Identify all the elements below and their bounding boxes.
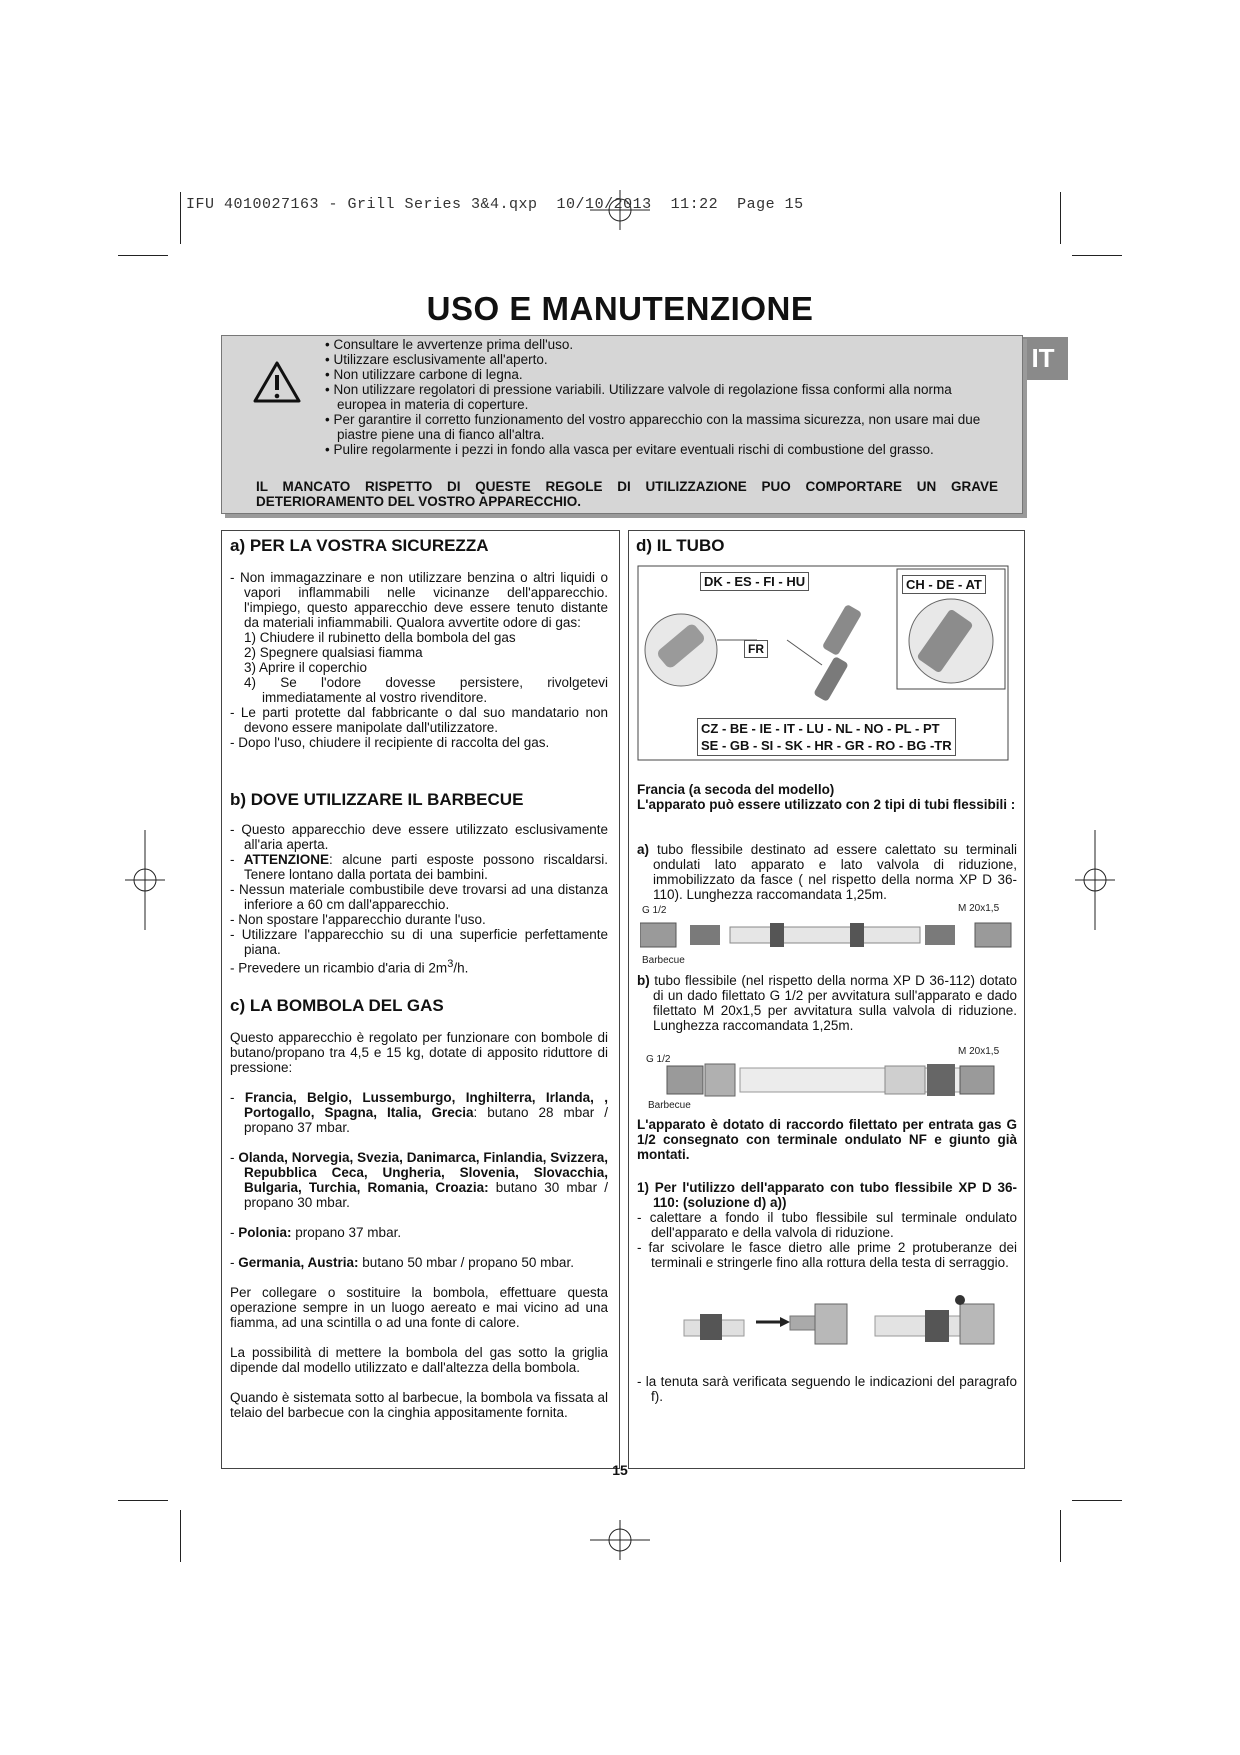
hose-b-m-label: M 20x1,5 (958, 1046, 1000, 1057)
registration-mark-icon (1075, 830, 1115, 930)
hose-a-barbecue-label: Barbecue (642, 955, 685, 966)
fig-label-dk: DK - ES - FI - HU (700, 572, 809, 591)
section-d-title: d) IL TUBO (636, 536, 725, 555)
raccordo-text: L'apparato è dotato di raccordo filettato per entrata gas G 1/2 consegnato con terminale ondulato NF e giunto già montati. (637, 1117, 1017, 1162)
crop-mark (1060, 1510, 1061, 1562)
section-b-body: - Questo apparecchio deve essere utilizzato esclusivamente all'aria aperta. - ATTENZIONE: alcune parti esposte possono riscaldarsi. Tenere lontano dalla portata dei bambini. - Nessun materiale combustibile deve trovarsi ad una distanza inferiore a 60 cm dall'apparecchio. - Non spostare l'apparecchio durante l'uso. - Utilizzare l'apparecchio su di una superficie perfettamente piana. - Prevedere un ricambio d'aria di $2m^3/h$. (230, 822, 608, 976)
fig-label-ch: CH - DE - AT (902, 575, 986, 594)
fig-label-fr: FR (744, 640, 768, 658)
hose-a-text: a) tubo flessibile destinato ad essere calettato su terminali ondulati lato apparato e lato valvola di riduzione, immobilizzato da fasce ( nel rispetto della norma XP D 36-110). Lunghezza raccomandata 1,25m. (637, 842, 1017, 902)
section-b-title: b) DOVE UTILIZZARE IL BARBECUE (230, 790, 524, 809)
warning-list (325, 337, 1005, 457)
section-c-title: c) LA BOMBOLA DEL GAS (230, 996, 444, 1015)
registration-mark-icon (125, 830, 165, 930)
crop-mark (180, 1510, 181, 1562)
hose-a-m-label: M 20x1,5 (958, 903, 1000, 914)
hose-b-g-label: G 1/2 (646, 1054, 671, 1065)
crop-mark (1060, 192, 1061, 244)
crop-mark (118, 255, 168, 256)
page-number: 15 (612, 1462, 628, 1478)
warning-notice: IL MANCATO RISPETTO DI QUESTE REGOLE DI UTILIZZAZIONE PUO COMPORTARE UN GRAVE DETERIORAMENTO DEL VOSTRO APPARECCHIO. (256, 479, 998, 509)
warning-triangle-icon (252, 360, 302, 404)
warning-item: • Non utilizzare regolatori di pressione variabili. Utilizzare valvole di regolazione fissa conformi alla norma europea in materia di coperture. (325, 382, 952, 412)
print-slug: IFU 4010027163 - Grill Series 3&4.qxp 10/10/2013 11:22 Page 15 (186, 196, 804, 213)
hose-a-g-label: G 1/2 (642, 905, 667, 916)
hose-b-text: b) tubo flessibile (nel rispetto della norma XP D 36-112) dotato di un dado filettato G 1/2 per avvitatura sull'apparato e dado filettato M 20x1,5 per avvitatura sulla valvola di riduzione. Lunghezza raccomandata 1,25m. (637, 973, 1017, 1033)
step1-block: 1) Per l'utilizzo dell'apparato con tubo flessibile XP D 36-110: (soluzione d) a)) - calettare a fondo il tubo flessibile sul terminale ondulato dell'apparato e della valvola di riduzione. - far scivolare le fasce dietro alle prime 2 protuberanze dei terminali e stringerle fino alla rottura della testa di serraggio. (637, 1180, 1017, 1270)
warning-item: • Per garantire il corretto funzionamento del vostro apparecchio con la massima sicurezza, non usare mai due piastre piene una di fianco all'altra. (325, 412, 981, 442)
section-a-body: - Non immagazzinare e non utilizzare benzina o altri liquidi o vapori inflammabili nelle vicinanze dell'apparecchio. l'impiego, questo apparecchio deve essere tenuto distante da materiali infiammabili. Qualora avvertite odore di gas: 1) Chiudere il rubinetto della bombola del gas 2) Spegnere qualsiasi fiamma 3) Aprire il coperchio 4) Se l'odore dovesse persistere, rivolgetevi immediatamente al vostro rivenditore. - Le parti protette dal fabbricante o dal suo mandatario non devono essere manipolate dall'utilizzatore. - Dopo l'uso, chiudere il recipiente di raccolta del gas. (230, 570, 608, 750)
francia-block: Francia (a secoda del modello) L'apparato può essere utilizzato con 2 tipi di tubi flessibili : (637, 782, 1016, 812)
hose-b-barbecue-label: Barbecue (648, 1100, 691, 1111)
registration-mark-icon (590, 1520, 650, 1560)
hose-a-figure (640, 915, 1012, 955)
crop-mark (1072, 255, 1122, 256)
page-title: USO E MANUTENZIONE (426, 290, 814, 327)
language-tab: IT (1018, 337, 1068, 380)
fig-label-countries: CZ - BE - IE - IT - LU - NL - NO - PL - PT SE - GB - SI - SK - HR - GR - RO - BG -TR (697, 718, 956, 756)
tenuta-text: - la tenuta sarà verificata seguendo le indicazioni del paragrafo f). (637, 1374, 1017, 1404)
warning-item: • Non utilizzare carbone di legna. (325, 367, 523, 382)
crop-mark (118, 1500, 168, 1501)
warning-item: • Consultare le avvertenze prima dell'uso. (325, 337, 574, 352)
hose-b-figure (645, 1058, 1015, 1102)
warning-item: • Pulire regolarmente i pezzi in fondo alla vasca per evitare eventuali rischi di combustione del grasso. (325, 442, 934, 457)
section-a-title: a) PER LA VOSTRA SICUREZZA (230, 536, 489, 555)
clamp-figure (680, 1292, 1020, 1354)
section-c-body: Questo apparecchio è regolato per funzionare con bombole di butano/propano tra 4,5 e 15 kg, dotate di apposito riduttore di pressione: - Francia, Belgio, Lussemburgo, Inghilterra, Irlanda, , Portogallo, Spagna, Italia, Grecia: butano 28 mbar / propano 37 mbar. - Olanda, Norvegia, Svezia, Danimarca, Finlandia, Svizzera, Repubblica Ceca, Ungheria, Slovenia, Slovacchia, Bulgaria, Turchia, Romania, Croazia: butano 30 mbar / propano 30 mbar. - Polonia: propano 37 mbar. - Germania, Austria: butano 50 mbar / propano 50 mbar. Per collegare o sostituire la bombola, effettuare questa operazione sempre in un luogo aereato e mai vicino ad una fiamma, ad una scintilla o ad una fonte di calore. La possibilità di mettere la bombola del gas sotto la griglia dipende dal modello utilizzato e dall'altezza della bombola. Quando è sistemata sotto al barbecue, la bombola va fissata al telaio del barbecue con la cinghia appositamente fornita. (230, 1030, 609, 1420)
warning-item: • Utilizzare esclusivamente all'aperto. (325, 352, 548, 367)
crop-mark (1072, 1500, 1122, 1501)
crop-mark (180, 192, 181, 244)
